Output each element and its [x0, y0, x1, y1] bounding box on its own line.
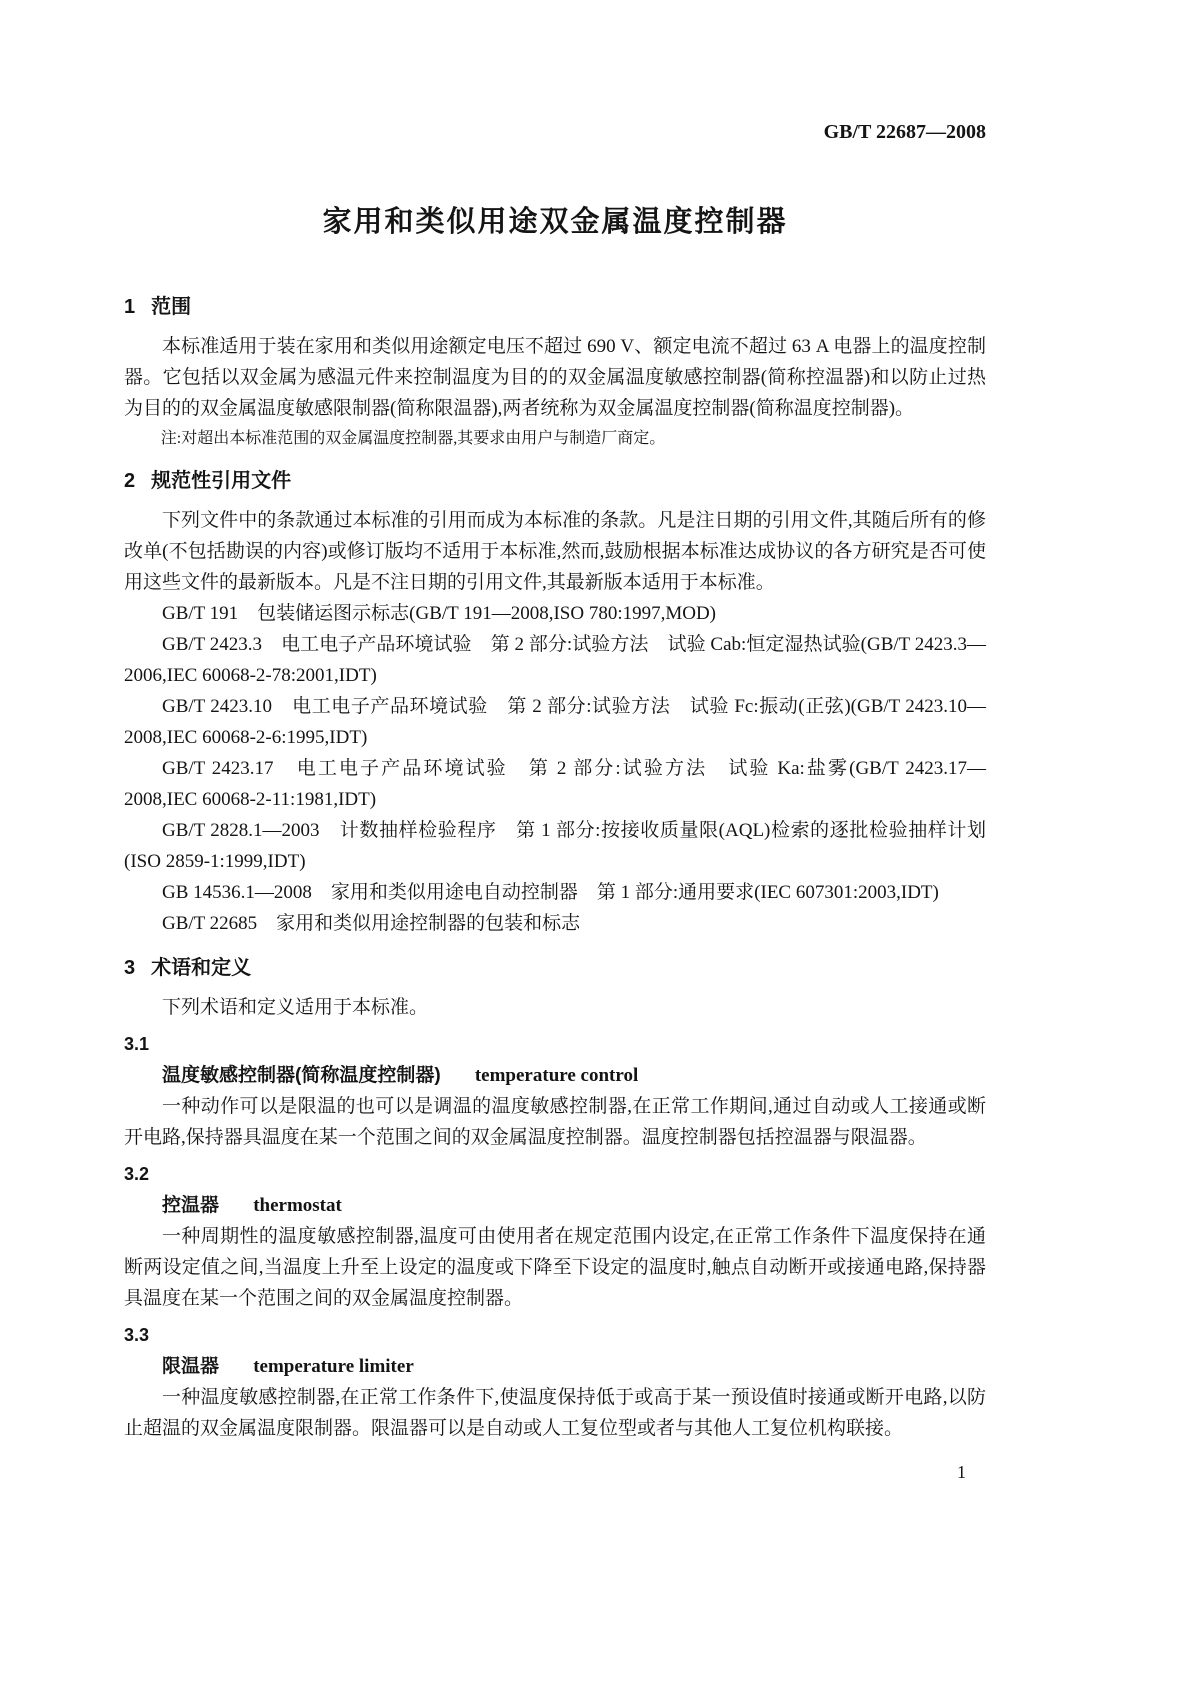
definition-3-1: 一种动作可以是限温的也可以是调温的温度敏感控制器,在正常工作期间,通过自动或人工接通或断开电路,保持器具温度在某一个范围之间的双金属温度控制器。温度控制器包括控温器与限温器。 [124, 1096, 986, 1148]
scope-note: 注:对超出本标准范围的双金属温度控制器,其要求由用户与制造厂商定。 [160, 430, 666, 447]
reference-gbt-2828-1: GB/T 2828.1—2003 计数抽样检验程序 第 1 部分:按接收质量限(AQL)检索的逐批检验抽样计划(ISO 2859-1:1999,IDT) [124, 820, 986, 872]
reference-gbt-2423-10: GB/T 2423.10 电工电子产品环境试验 第 2 部分:试验方法 试验 Fc:振动(正弦)(GB/T 2423.10—2008,IEC 60068-2-6:1995,IDT) [124, 696, 986, 748]
section-2-heading [124, 466, 986, 497]
section-3-heading [124, 953, 986, 984]
section-title: 规范性引用文件 [151, 470, 292, 492]
clause-3-1: 3.1 [124, 1034, 150, 1054]
normative-references-paragraph: 下列文件中的条款通过本标准的引用而成为本标准的条款。凡是注日期的引用文件,其随后所有的修改单(不包括勘误的内容)或修订版均不适用于本标准,然而,鼓励根据本标准达成协议的各方研究是否可使用这些文件的最新版本。凡是不注日期的引用文件,其最新版本适用于本标准。 [124, 510, 986, 593]
term-3-3 [124, 1351, 986, 1382]
term-name-en: temperature limiter [253, 1356, 414, 1377]
term-3-1 [124, 1060, 986, 1091]
reference-gbt-2423-17: GB/T 2423.17 电工电子产品环境试验 第 2 部分:试验方法 试验 Ka:盐雾(GB/T 2423.17—2008,IEC 60068-2-11:1981,IDT) [124, 758, 986, 810]
reference-gbt-191: GB/T 191 包装储运图示标志(GB/T 191—2008,ISO 780:1997,MOD) [162, 603, 717, 624]
definition-3-2: 一种周期性的温度敏感控制器,温度可由使用者在规定范围内设定,在正常工作条件下温度保持在通断两设定值之间,当温度上升至上设定的温度或下降至下设定的温度时,触点自动断开或接通电路,保持器具温度在某一个范围之间的双金属温度控制器。 [124, 1226, 986, 1309]
terms-intro: 下列术语和定义适用于本标准。 [162, 997, 429, 1018]
section-number: 3 [124, 957, 136, 979]
definition-3-3: 一种温度敏感控制器,在正常工作条件下,使温度保持低于或高于某一预设值时接通或断开电路,以防止超温的双金属温度限制器。限温器可以是自动或人工复位型或者与其他人工复位机构联接。 [124, 1387, 986, 1439]
reference-gb-14536-1: GB 14536.1—2008 家用和类似用途电自动控制器 第 1 部分:通用要求(IEC 607301:2003,IDT) [162, 882, 939, 903]
clause-3-2: 3.2 [124, 1164, 150, 1184]
document-body [124, 292, 986, 1444]
standard-number: GB/T 22687—2008 [823, 121, 986, 143]
scope-paragraph: 本标准适用于装在家用和类似用途额定电压不超过 690 V、额定电流不超过 63 A 电器上的温度控制器。它包括以双金属为感温元件来控制温度为目的的双金属温度敏感控制器(简称控温器)和以防止过热为目的的双金属温度敏感限制器(简称限温器),两者统称为双金属温度控制器(简称温度控制器)。 [124, 336, 986, 419]
page-number: 1 [957, 1462, 966, 1482]
section-number: 1 [124, 296, 136, 318]
section-title: 术语和定义 [151, 957, 252, 979]
section-title: 范围 [151, 296, 192, 318]
term-name-en: temperature control [474, 1065, 639, 1086]
clause-3-3: 3.3 [124, 1325, 150, 1345]
section-number: 2 [124, 470, 136, 492]
term-3-2 [124, 1190, 986, 1221]
section-1-heading [124, 292, 986, 323]
term-name-en: thermostat [253, 1195, 342, 1216]
term-name-zh: 控温器 [162, 1195, 220, 1216]
document-title: 家用和类似用途双金属温度控制器 [322, 206, 788, 238]
reference-gbt-22685: GB/T 22685 家用和类似用途控制器的包装和标志 [162, 913, 581, 934]
reference-gbt-2423-3: GB/T 2423.3 电工电子产品环境试验 第 2 部分:试验方法 试验 Cab:恒定湿热试验(GB/T 2423.3—2006,IEC 60068-2-78:2001,IDT) [124, 634, 986, 686]
term-name-zh: 温度敏感控制器(简称温度控制器) [162, 1065, 441, 1086]
term-name-zh: 限温器 [162, 1356, 220, 1377]
